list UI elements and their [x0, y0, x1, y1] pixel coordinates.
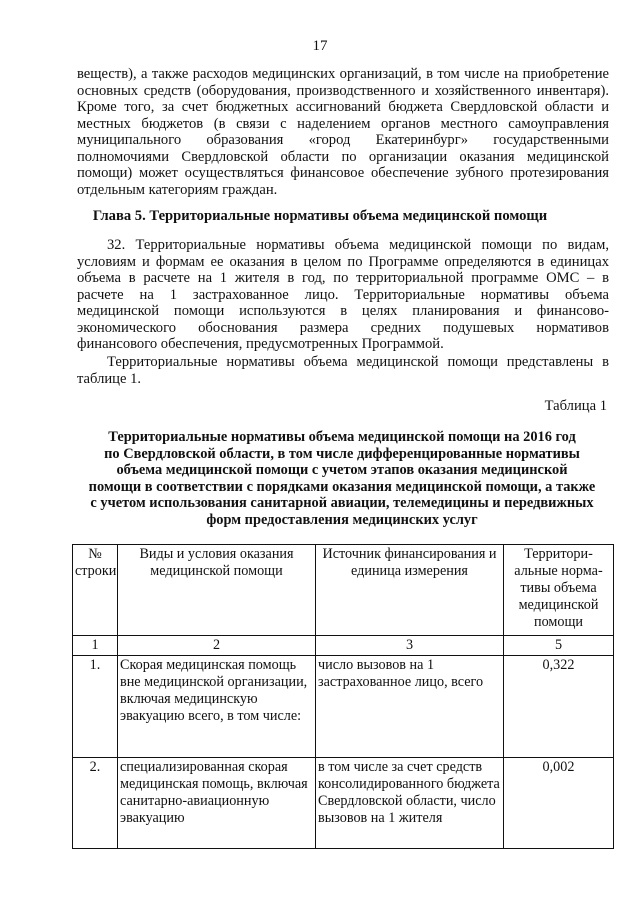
column-number: 2 [118, 636, 316, 656]
text-line: объема в расчете на 1 жителя в год, по территориальной программе ОМС – в [77, 270, 609, 286]
text-line: веществ), а также расходов медицинских организаций, в том числе на приобретение [77, 66, 609, 82]
chapter-title: Глава 5. Территориальные нормативы объема медицинской помощи [92, 208, 548, 224]
text-line: помощи) может осуществляться финансовое обеспечение зубного протезирования [77, 165, 609, 181]
row-number: 1. [73, 656, 118, 758]
text-line: условиям и формам ее оказания в целом по Программе определяются в единицах [77, 253, 609, 270]
paragraph-32 [77, 237, 609, 353]
text-line: таблице 1. [77, 370, 142, 387]
table-title-line: форм предоставления медицинских услуг [206, 511, 478, 528]
column-numbers-row [73, 636, 614, 656]
care-type-cell: специализированная скорая медицинская помощь, включая санитарно-авиационную эвакуацию [118, 758, 316, 849]
text-line: Территориальные нормативы объема медицинской помощи представлены в [107, 354, 609, 370]
text-line: экономического обоснования размера средних подушевых нормативов [77, 319, 609, 336]
text-line: Кроме того, за счет бюджетных ассигнований бюджета Свердловской области и [77, 99, 609, 115]
table-title-line: Территориальные нормативы объема медицинской помощи на 2016 год [108, 429, 576, 445]
header-care-type: Виды и условия оказания медицинской помощи [118, 545, 316, 636]
table-title-line: объема медицинской помощи с учетом этапов оказания медицинской [116, 462, 568, 478]
page-number: 17 [312, 38, 328, 54]
row-number: 2. [73, 758, 118, 849]
text-line: основных средств (оборудования, производственного и хозяйственного инвентаря). [77, 82, 609, 99]
norms-table [72, 544, 614, 849]
table-reference-paragraph [77, 354, 609, 387]
text-line: медицинской помощи используются в целях планирования и финансово- [77, 303, 609, 319]
table-title-line: по Свердловской области, в том числе дифференцированные нормативы [104, 445, 580, 462]
column-number: 3 [316, 636, 504, 656]
text-line: полномочиями Свердловской области по организации оказания медицинской [77, 148, 609, 165]
funding-source-cell: в том числе за счет средств консолидированного бюджета Свердловской области, число вызовов на 1 жителя [316, 758, 504, 849]
norm-value-cell: 0,002 [504, 758, 614, 849]
text-line: расчете на 1 застрахованное лицо. Территориальные нормативы объема [77, 286, 609, 303]
table-title [72, 429, 612, 528]
care-type-cell: Скорая медицинская помощь вне медицинской организации, включая медицинскую эвакуацию всего, в том числе: [118, 656, 316, 758]
table-label: Таблица 1 [544, 398, 607, 414]
header-norm: Территори-альные норма-тивы объема медицинской помощи [504, 545, 614, 636]
text-line: местных бюджетов (в связи с наделением органов местного самоуправления [77, 115, 609, 132]
table-row [73, 758, 614, 849]
funding-source-cell: число вызовов на 1 застрахованное лицо, всего [316, 656, 504, 758]
header-funding-source: Источник финансирования и единица измерения [316, 545, 504, 636]
text-line: отдельным категориям граждан. [77, 181, 278, 198]
table-header-row [73, 545, 614, 636]
column-number: 1 [73, 636, 118, 656]
text-line: муниципального образования «город Екатеринбург» государственными [77, 132, 609, 148]
text-line: финансового обеспечения, предусмотренных Программой. [77, 336, 444, 352]
norm-value-cell: 0,322 [504, 656, 614, 758]
table-row [73, 656, 614, 758]
table-title-line: с учетом использования санитарной авиации, телемедицины и передвижных [90, 495, 594, 511]
header-row-number: № строки [73, 545, 118, 636]
column-number: 5 [504, 636, 614, 656]
text-line: 32. Территориальные нормативы объема медицинской помощи по видам, [107, 237, 609, 253]
table-title-line: помощи в соответствии с порядками оказания медицинской помощи, а также [88, 478, 596, 495]
intro-paragraph [77, 66, 609, 198]
